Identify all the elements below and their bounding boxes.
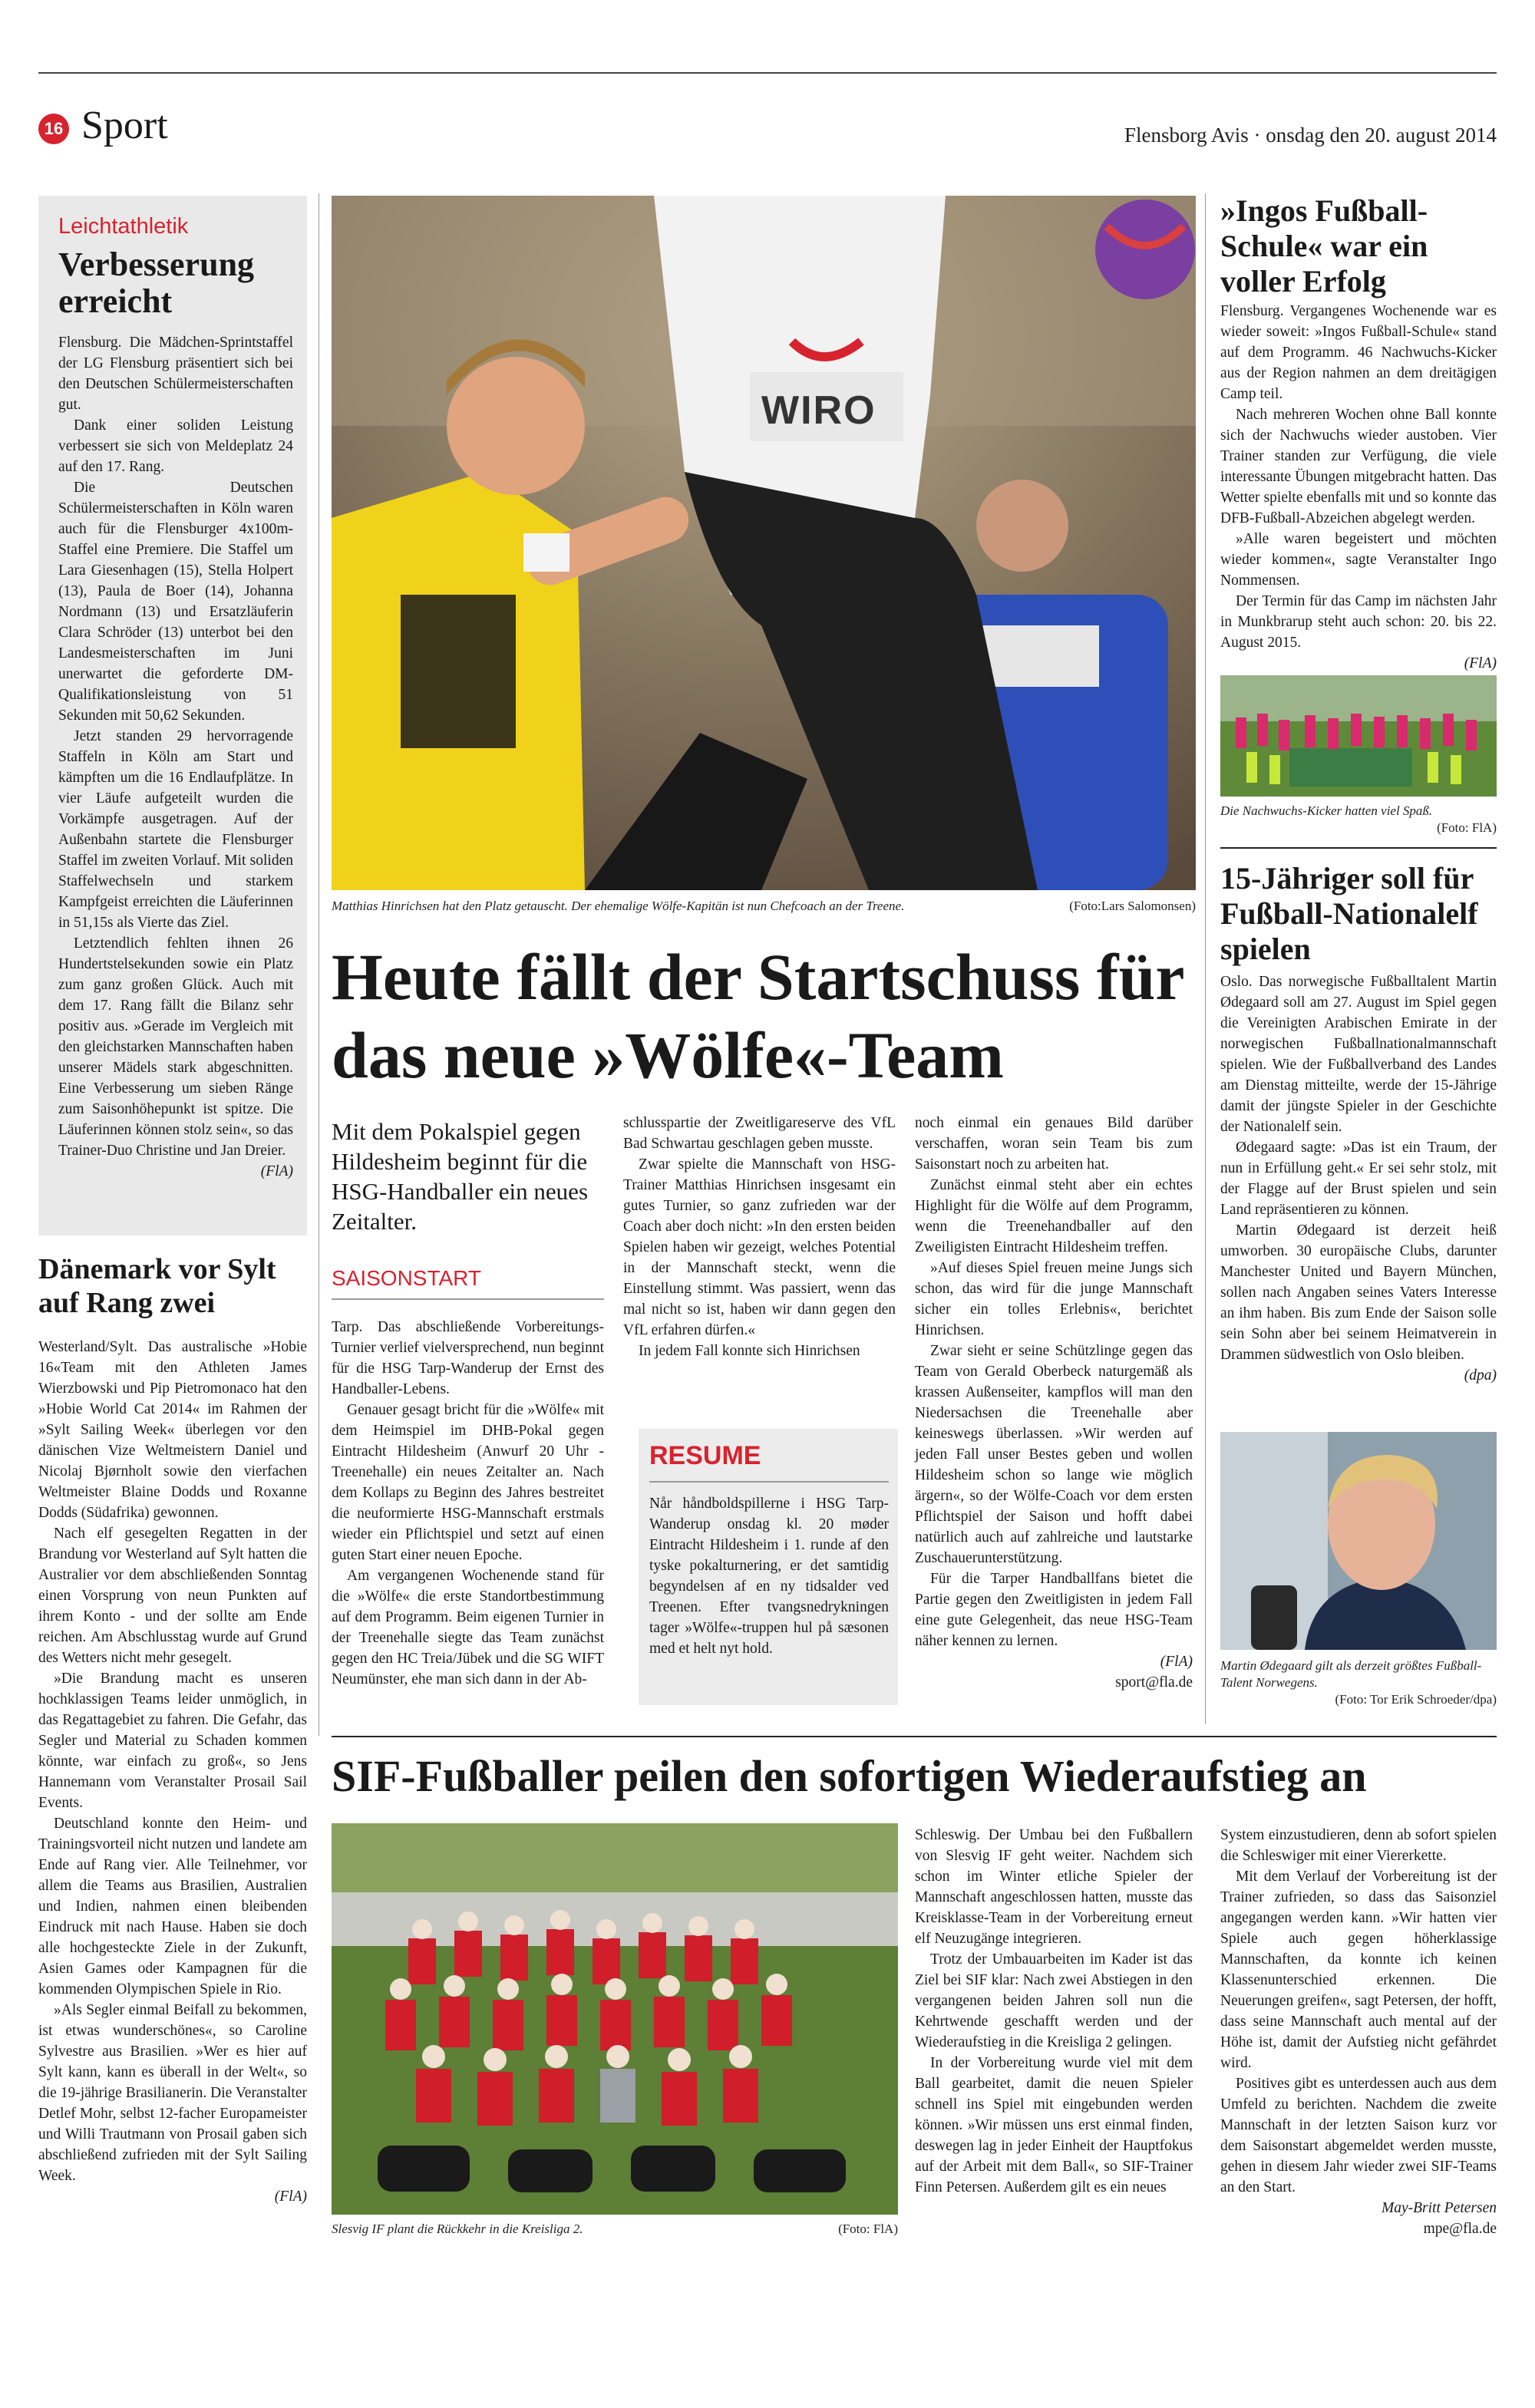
main-kicker: SAISONSTART (332, 1266, 482, 1290)
resume-text: Når håndboldspillerne i HSG Tarp-Wanderup onsdag kl. 20 møder Eintracht Hildesheim i 1. runde af den tyske pokalturnering, er det samtidig begyndelsen af en ny tidsalder ved Treenen. Efter tvangsnedrykningen tager »Wölfe«-truppen hul på sæsonen med et helt nyt hold. (649, 1496, 889, 1657)
resume-rule (649, 1481, 889, 1483)
paragraph: Martin Ødegaard ist derzeit heiß umworben. 30 europäische Clubs, darunter Manchester United und Bayern München, sollen nach Angaben seines Vaters Interesse an ihm haben. Bis zum Ende der Saison solle sein Sohn aber bei seinem Heimatverein in Drammen südwestlich von Oslo bleiben. (1220, 1222, 1497, 1363)
signature: (dpa) (1464, 1367, 1497, 1384)
sylt-headline: Dänemark vor Sylt auf Rang zwei (38, 1253, 276, 1319)
sif-top-rule (332, 1736, 1497, 1737)
paragraph: Oslo. Das norwegische Fußballtalent Martin Ødegaard soll am 27. August im Spiel gegen die Vereinigten Arabischen Emirate in der norwegischen Fußballnationalmannschaft spielen. Wie der Fußballverband des Landes am Dienstag mitteilte, werde der 15-Jährige damit der jüngste Spieler in der Geschichte der Nationalelf sein. (1220, 974, 1497, 1135)
camp-scene (1220, 675, 1497, 797)
photo-caption: Matthias Hinrichsen hat den Platz getauscht. Der ehemalige Wölfe-Kapitän ist nun Chefcoach an der Treene. (332, 899, 905, 913)
paragraph: Deutschland konnte den Heim- und Trainingsvorteil nicht nutzen und landete am Ende auf Rang vier. Alle Teilnehmer, vor allem die Teams aus Brasilien, Australien und Indien, nahmen einen bleibenden Eindruck mit nach Hause. Haben sie doch alle hochgesteckte Ziele in der Zukunft, Asien Games oder Kampagnen für die kommenden Olympischen Spiele in Rio. (38, 1816, 307, 1997)
paragraph: noch einmal ein genaues Bild darüber verschaffen, woran sein Team bis zum Saisonstart noch zu arbeiten hat. (915, 1115, 1193, 1173)
paragraph: Für die Tarper Handballfans bietet die Partie gegen den Zweitligisten in jedem Fall eine gute Gelegenheit, das neue HSG-Team näher kennen zu lernen. (915, 1571, 1193, 1649)
photo-sponsor-text: WIRO (761, 388, 876, 433)
paragraph: Der Termin für das Camp im nächsten Jahr in Munkbrarup steht auch schon: 20. bis 22. August 2015. (1220, 593, 1497, 651)
camp-caption: Die Nachwuchs-Kicker hatten viel Spaß. (1220, 803, 1433, 818)
odegaard-portrait (1220, 1432, 1497, 1650)
paragraph: »Auf dieses Spiel freuen meine Jungs sich schon, das wird für die junge Mannschaft sicher ein tolles Erlebnis«, berichtet Hinrichsen. (915, 1260, 1193, 1338)
ingo-body (1220, 301, 1497, 674)
odegaard-headline: 15-Jähriger soll für Fußball-Nationalelf spielen (1220, 861, 1478, 966)
kicker-rule (332, 1298, 604, 1300)
paragraph: Zunächst einmal steht aber ein echtes Highlight für die Wölfe auf dem Programm, wenn die Treenehandballer auf den Zweiligisten Eintracht Hildesheim treffen. (915, 1177, 1193, 1255)
photo-credit: (Foto:Lars Salomonsen) (1069, 899, 1196, 913)
paragraph: »Alle waren begeistert und möchten wieder kommen«, sagte Veranstalter Ingo Nommensen. (1220, 531, 1497, 589)
main-col3 (915, 1113, 1193, 1693)
handball-photo (332, 196, 1196, 890)
paragraph: Ødegaard sagte: »Das ist ein Traum, der nun in Erfüllung geht.« Er sei sehr stolz, mit der Flagge auf der Brust spielen und sein Land repräsentieren zu können. (1220, 1140, 1497, 1218)
signature: (FlA) (1464, 655, 1497, 671)
paragraph: »Die Brandung macht es unseren hochklassigen Teams leider unmöglich, in das Regattagebiet zu fahren. Die Gefahr, das Segler und Material zu Schaden kommen könnte, war einfach zu groß«, so Jens Hannemann vom Veranstalter Prosail Sail Events. (38, 1671, 307, 1811)
sif-col2 (1220, 1825, 1497, 2239)
main-headline: Heute fällt der Startschuss für das neue »Wölfe«-Team (332, 940, 1183, 1092)
paragraph: Flensburg. Vergangenes Wochenende war es wieder soweit: »Ingos Fußball-Schule« stand auf dem Programm. 46 Nachwuchs-Kicker aus der Region nahmen an dem dreitägigen Camp teil. (1220, 303, 1497, 402)
paragraph: System einzustudieren, denn ab sofort spielen die Schleswiger mit einer Viererkette. (1220, 1827, 1497, 1864)
handball-scene (332, 196, 1196, 890)
dateline: Flensborg Avis · onsdag den 20. august 2014 (1124, 124, 1497, 147)
main-col1 (332, 1317, 604, 1690)
ingo-headline: »Ingos Fußball-Schule« war ein voller Erfolg (1220, 193, 1428, 299)
kicker-leichtathletik: Leichtathletik (58, 214, 189, 239)
right-rule (1220, 847, 1497, 849)
main-intro: Mit dem Pokalspiel gegen Hildesheim beginnt für die HSG-Handballer ein neues Zeitalter. (332, 1118, 589, 1235)
resume-box (639, 1429, 898, 1705)
signature: (FlA) (274, 2189, 307, 2205)
signature: (FlA) (1160, 1654, 1193, 1670)
paragraph: Positives gibt es unterdessen auch aus dem Umfeld zu berichten. Nachdem die zweite Mannschaft in der letzten Saison kurz vor dem Saisonstart abgemeldet werden musste, gehen in diesem Jahr wieder zwei SIF-Teams an den Start. (1220, 2076, 1497, 2195)
paragraph: Jetzt standen 29 hervorragende Staffeln in Köln am Start und kämpften um die 16 Endlaufplätze. In vier Läufe aufgeteilt wurden die Vorkämpfe ausgetragen. Auf der Außenbahn startete die Flensburger Staffel im zweiten Vorlauf. Mit soliden Staffelwechseln und starkem Kampfgeist erreichten die Läuferinnen in 51,15s als Vierte das Ziel. (58, 728, 293, 931)
team-photo (332, 1823, 898, 2215)
odegaard-body (1220, 971, 1497, 1386)
odegaard-photo (1220, 1432, 1497, 1650)
paragraph: Mit dem Verlauf der Vorbereitung ist der Trainer zufrieden, so dass das Saisonziel angegangen werden kann. »Wir hatten vier Spiele auch gegen höherklassige Mannschaften, da konnte ich keinen Klassenunterschied erkennen. Die Neuerungen greifen«, sagt Petersen, der hofft, dass seine Mannschaft auch mental auf der Höhe ist, damit der Aufstieg nicht gefährdet wird. (1220, 1869, 1497, 2071)
resume-title: RESUME (649, 1441, 761, 1470)
paragraph: Tarp. Das abschließende Vorbereitungs-Turnier verlief vielversprechend, nun beginnt für die HSG Tarp-Wanderup der Ernst des Handballer-Lebens. (332, 1319, 604, 1397)
paragraph: In jedem Fall konnte sich Hinrichsen (639, 1343, 860, 1359)
leichtathletik-box (38, 196, 307, 1235)
paragraph: schlusspartie der Zweitligareserve des VfL Bad Schwartau geschlagen geben musste. (623, 1115, 896, 1152)
paragraph: »Als Segler einmal Beifall zu bekommen, ist etwas wunderschönes«, so Caroline Sylvestre aus Brasilien. »Wer es hier auf Sylt kann, kann es überall in der Welt«, so die 19-jährige Brasilianerin. Die Veranstalter Detlef Mohr, selbst 12-facher Europameister und Willi Trautmann von Prosail gaben sich abschließend zufrieden mit der Sylt Sailing Week. (38, 2002, 307, 2184)
sif-col1 (915, 1825, 1193, 2198)
paragraph: Genauer gesagt bricht für die »Wölfe« mit dem Heimspiel im DHB-Pokal gegen Eintracht Hildesheim (Anwurf 20 Uhr - Treenehalle) ein neues Zeitalter an. Nach dem Kollaps zu Beginn des Jahres bestreitet die neuformierte HSG-Mannschaft erstmals wieder ein Pflichtspiel und setzt auf einen guten Start einer neuen Epoche. (332, 1402, 604, 1563)
signature: (FlA) (260, 1163, 293, 1179)
odegaard-caption: Martin Ødegaard gilt als derzeit größtes Fußball-Talent Norwegens. (1220, 1658, 1482, 1690)
odegaard-credit: (Foto: Tor Erik Schroeder/dpa) (1335, 1692, 1497, 1707)
paragraph: Die Deutschen Schülermeisterschaften in Köln waren auch für die Flensburger 4x100m-Staffel eine Premiere. Die Staffel um Lara Giesenhagen (15), Stella Holpert (13), Paula de Boer (14), Johanna Nordmann (13) und Ersatzläuferin Clara Schröder (13) unterbot bei den Landesmeisterschaften im Juni unerwartet die geforderte DM-Qualifikationsleistung von 51 Sekunden mit 50,62 Sekunden. (58, 480, 293, 724)
paragraph: Zwar spielte die Mannschaft von HSG-Trainer Matthias Hinrichsen insgesamt ein gutes Turnier, so ganz zufrieden war der Coach aber doch nicht: »In den ersten beiden Spielen haben wir gezeigt, welches Potential in der Mannschaft steckt, wenn die Einstellung stimmt. Was passiert, wenn das mal nicht so ist, haben wir dann gegen den VfL erfahren dürfen.« (623, 1156, 896, 1338)
camp-credit: (Foto: FlA) (1437, 820, 1497, 835)
paragraph: In der Vorbereitung wurde viel mit dem Ball gearbeitet, damit die neuen Spieler schnell ins Spiel mit eingebunden werden können. »Wir müssen uns erst einmal finden, deswegen lag in jeder Einheit der Hauptfokus auf der Arbeit mit dem Ball«, so SIF-Trainer Finn Petersen. Außerdem gilt es ein neues (915, 2055, 1193, 2195)
paragraph: Zwar sieht er seine Schützlinge gegen das Team von Gerald Oberbeck naturgemäß als krassen Außenseiter, kampflos will man den Niedersachsen die Treenehalle aber keineswegs überlassen. »Wir werden auf jeden Fall unser Bestes geben und wollen Hildesheim schon so lange wie möglich ärgern«, so der Wölfe-Coach vor dem ersten Pflichtspiel der Saison und hofft dabei natürlich auch auf zahlreiche und lautstarke Zuschauerunterstützung. (915, 1343, 1193, 1566)
sylt-body (38, 1337, 307, 2207)
sidebar-headline: Verbesserung erreicht (58, 246, 255, 320)
email: sport@fla.de (1115, 1674, 1193, 1691)
section-title: Sport (81, 104, 168, 147)
team-credit: (Foto: FlA) (838, 2222, 898, 2236)
sidebar-body (58, 332, 293, 1182)
sif-headline: SIF-Fußballer peilen den sofortigen Wiederaufstieg an (332, 1751, 1367, 1801)
paragraph: Nach elf gesegelten Regatten in der Brandung vor Westerland auf Sylt hatten die Australier vor dem abschließenden Sonntag einen Vorsprung von neun Punkten auf ihrem Konto - und der sollte am Ende reichen. Am Abschlusstag wurde auf Grund des Wetters nicht mehr gesegelt. (38, 1526, 307, 1666)
paragraph: Letztendlich fehlten ihnen 26 Hundertstelsekunden sowie ein Platz zum ganz großen Glück. Auch mit dem 17. Rang fällt die Bilanz sehr positiv aus. »Gerade im Vergleich mit den gleichstarken Mannschaften haben unserer Mädels stark abgeschnitten. Eine Verbesserung um sieben Ränge zum Saisonhöhepunkt ist spitze. Die Läuferinnen können stolz sein«, so das Trainer-Duo Christine und Jan Dreier. (58, 935, 293, 1159)
top-rule (38, 72, 1497, 74)
paragraph: Nach mehreren Wochen ohne Ball konnte sich der Nachwuchs wieder austoben. Vier Trainer standen zur Verfügung, die viele interessante Übungen mitgebracht hatten. Das Wetter spielte ebenfalls mit und so konnte das DFB-Fußball-Abzeichen abgelegt werden. (1220, 407, 1497, 526)
camp-photo (1220, 675, 1497, 797)
paragraph: Trotz der Umbauarbeiten im Kader ist das Ziel bei SIF klar: Nach zwei Abstiegen in den vergangenen beiden Jahren soll nun die Kehrtwende geschafft werden und der Wiederaufstieg in die Kreisliga 2 gelingen. (915, 1951, 1193, 2050)
paragraph: Am vergangenen Wochenende stand für die »Wölfe« die erste Standortbestimmung auf dem Programm. Beim eigenen Turnier in der Treenehalle siegte das Team zunächst gegen den HC Treia/Jübek und die SG WIFT Neumünster, ehe man sich dann in der Ab- (332, 1568, 604, 1687)
page-number-badge: 16 (38, 114, 69, 144)
email: mpe@fla.de (1423, 2221, 1497, 2237)
column-rule (1205, 193, 1206, 1724)
team-scene (332, 1823, 898, 2215)
main-col2 (623, 1113, 896, 1361)
paragraph: Dank einer soliden Leistung verbessert sie sich von Meldeplatz 24 auf den 17. Rang. (58, 417, 293, 475)
paragraph: Flensburg. Die Mädchen-Sprintstaffel der LG Flensburg präsentiert sich bei den Deutschen Schülermeisterschaften gut. (58, 335, 293, 413)
paragraph: Schleswig. Der Umbau bei den Fußballern von Slesvig IF geht weiter. Nachdem sich schon im Winter etliche Spieler der Mannschaft angeschlossen hatten, musste das Kreisklasse-Team in der Vorbereitung erneut elf Neuzugänge integrieren. (915, 1827, 1193, 1947)
paragraph: Westerland/Sylt. Das australische »Hobie 16«Team mit den Athleten James Wierzbowski und Pip Pietromonaco hat den »Hobie World Cat 2014« im Rahmen der »Sylt Sailing Week« überlegen vor den dänischen Vize Weltmeistern Daniel und Nicolaj Bjørnholt sowie den vierfachen Weltmeister Blaine Dodds und Roxanne Dodds (Südafrika) gewonnen. (38, 1339, 307, 1521)
signature: May-Britt Petersen (1382, 2200, 1497, 2216)
team-caption: Slesvig IF plant die Rückkehr in die Kreisliga 2. (332, 2222, 583, 2236)
